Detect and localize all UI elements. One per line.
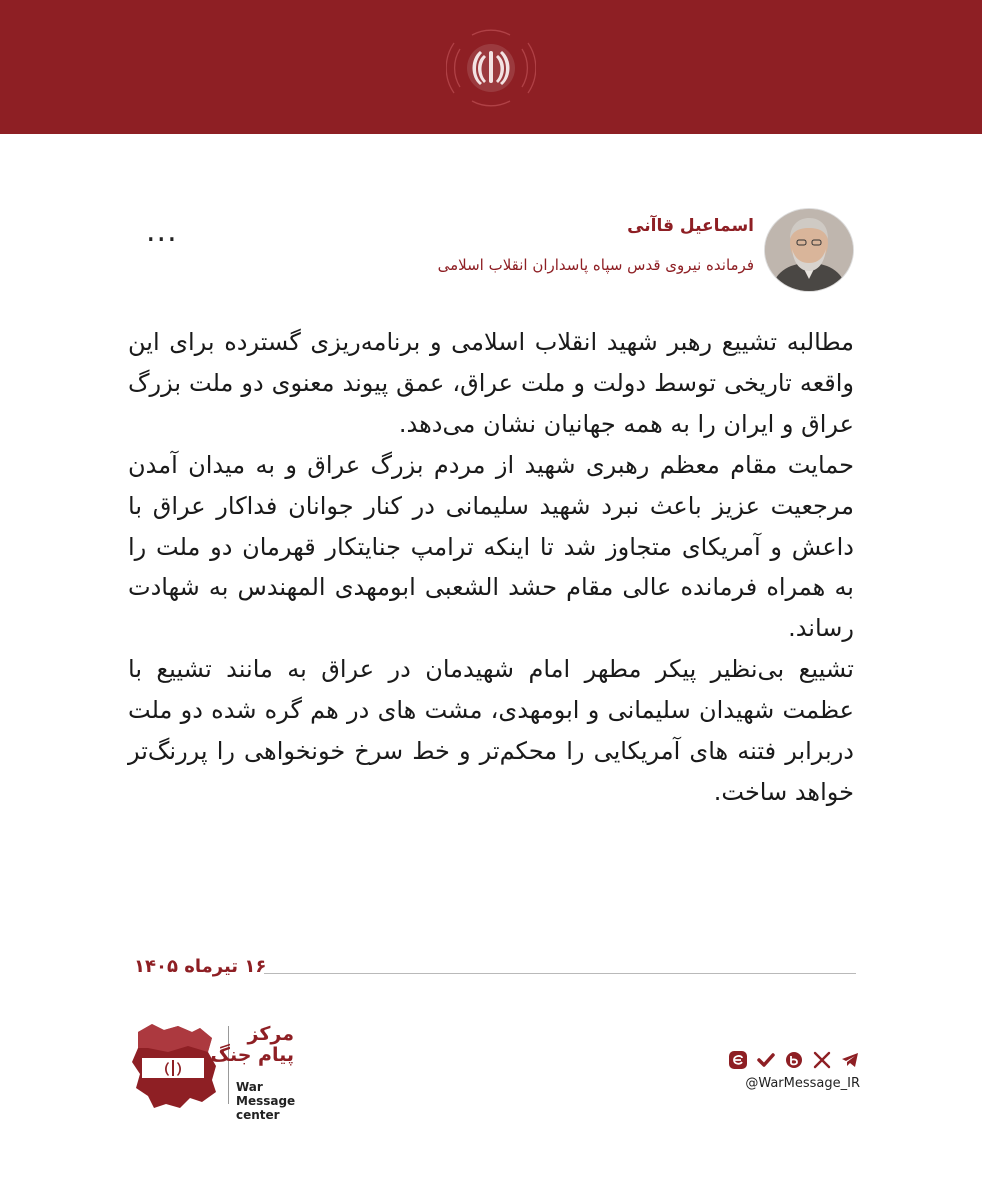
date-row bbox=[134, 956, 856, 986]
logo-en-line: War Message bbox=[236, 1080, 296, 1108]
logo-fa-line: مرکز bbox=[247, 1023, 294, 1045]
social-links bbox=[720, 1050, 860, 1100]
logo-text-fa bbox=[210, 1023, 294, 1066]
author-title: فرمانده نیروی قدس سپاه پاسداران انقلاب اسلامی bbox=[437, 256, 754, 274]
eitaa-icon[interactable] bbox=[728, 1050, 748, 1070]
post-paragraph: مطالبه تشییع رهبر شهید انقلاب اسلامی و برنامه‌ریزی گسترده برای این واقعه تاریخی توسط دولت و ملت عراق، عمق پیوند معنوی دو ملت بزرگ عراق و ایران را به همه جهانیان نشان می‌دهد. bbox=[128, 328, 854, 438]
divider-line bbox=[264, 973, 856, 974]
iran-emblem-icon bbox=[446, 27, 536, 109]
war-message-logo bbox=[128, 1018, 328, 1122]
avatar bbox=[764, 208, 854, 292]
logo-text-en bbox=[236, 1080, 326, 1122]
header-band bbox=[0, 0, 982, 134]
post-date: ۱۶ تیرماه ۱۴۰۵ bbox=[134, 956, 267, 977]
iran-map-icon bbox=[128, 1018, 220, 1114]
social-handle[interactable]: @WarMessage_IR bbox=[745, 1076, 860, 1091]
logo-fa-line: پیام جنگ bbox=[210, 1044, 294, 1066]
post-header bbox=[0, 200, 982, 300]
bale-icon[interactable] bbox=[784, 1050, 804, 1070]
x-icon[interactable] bbox=[812, 1050, 832, 1070]
author-name: اسماعیل قاآنی bbox=[627, 216, 754, 236]
post-paragraph: تشییع بی‌نظیر پیکر مطهر امام شهیدمان در عراق به مانند تشییع با عظمت شهیدان سلیمانی و ابومهدی، مشت های در هم گره شده دو ملت دربرابر فتنه های آمریکایی را محکم‌تر و خط سرخ خونخواهی را پررنگ‌تر خواهد ساخت. bbox=[128, 655, 854, 806]
telegram-icon[interactable] bbox=[840, 1050, 860, 1070]
social-icons bbox=[725, 1050, 860, 1072]
author-portrait-icon bbox=[765, 209, 853, 291]
post-paragraph: حمایت مقام معظم رهبری شهید از مردم بزرگ عراق و به میدان آمدن مرجعیت عزیز باعث نبرد شهید سلیمانی در کنار جوانان فداکار عراق با داعش و آمریکای متجاوز شد تا اینکه ترامپ جنایتکار قهرمان دو ملت را به همراه فرمانده عالی مقام حشد الشعبی ابومهدی المهندس به شهادت رساند. bbox=[128, 450, 854, 643]
logo-en-line: center bbox=[236, 1108, 280, 1122]
post-body bbox=[128, 322, 854, 813]
check-icon[interactable] bbox=[756, 1050, 776, 1070]
more-options-icon[interactable]: ... bbox=[146, 214, 178, 249]
